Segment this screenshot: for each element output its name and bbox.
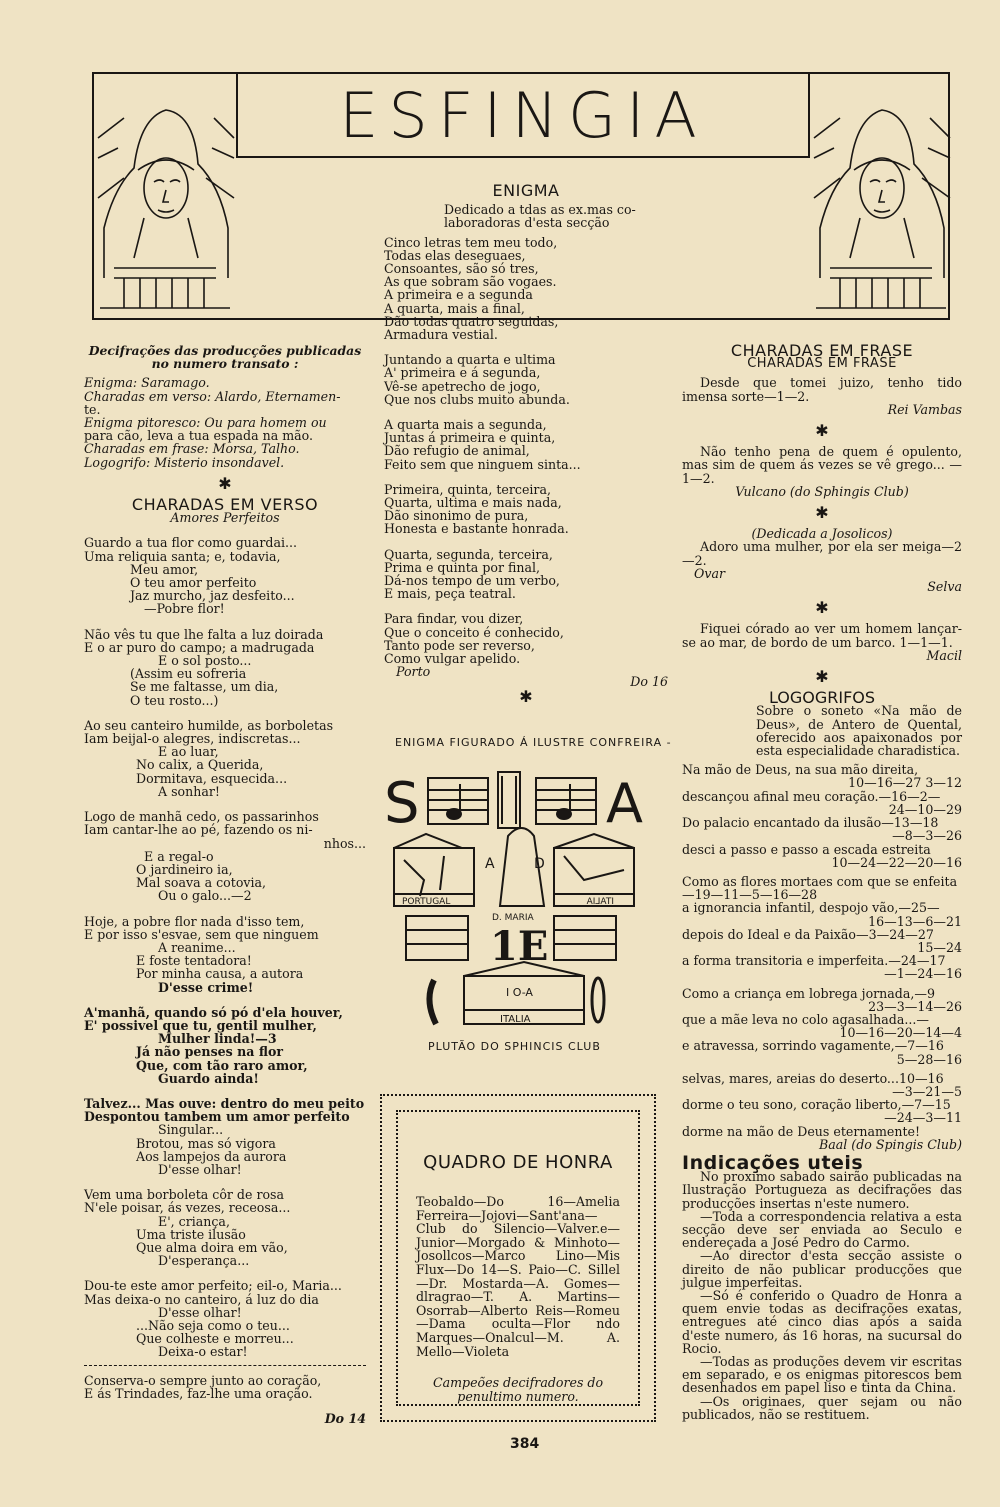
decifracao-line: Logogrifo: Misterio insondavel. <box>84 454 285 470</box>
poem-line: Iam beijal-o alegres, indiscretas... <box>84 731 301 747</box>
poem-line: Não vês tu que lhe falta a luz doirada <box>84 626 324 642</box>
poem-line: Que alma doira em vão, <box>136 1239 288 1255</box>
poem-line: D'esse crime! <box>158 979 254 995</box>
logo-line: selvas, mares, areias do deserto...10—16 <box>682 1070 944 1086</box>
masthead <box>236 74 810 158</box>
logo-line: Como a criança em lobrega jornada,—9 <box>682 985 935 1001</box>
poem-line: Brotou, mas só vigora <box>136 1135 276 1151</box>
enigma-line: E mais, peça teatral. <box>384 586 516 602</box>
enigma-line: Dão sinonimo de pura, <box>384 508 529 524</box>
charada-author: Macil <box>926 647 962 663</box>
poem-line: Hoje, a pobre flor nada d'isso tem, <box>84 913 305 929</box>
honor-box-inner <box>396 1110 640 1406</box>
indicacao-item: —Ao director d'esta secção assiste o direito de não publicar producções que julgue imperfeitas. <box>682 1248 962 1290</box>
poem-stanza-4 <box>84 810 366 902</box>
charadas-frase-heading: CHARADAS EM FRASE <box>730 341 914 360</box>
poem-line: Despontou tambem um amor perfeito <box>84 1109 350 1125</box>
poem-line: Deixa-o estar! <box>158 1344 248 1360</box>
poem-line: Por minha causa, a autora <box>136 966 304 982</box>
honor-footer: Campeões decifradores do penultimo numero. <box>432 1375 604 1404</box>
logo-line: Na mão de Deus, na sua mão direita, <box>682 762 919 778</box>
poem-line: nhos... <box>323 835 366 851</box>
asterisk-divider: ✱ <box>519 686 533 706</box>
poem-line: E o ar puro do campo; a madrugada <box>84 639 315 655</box>
poem-line: E a regal-o <box>144 848 214 864</box>
poem-stanza-3 <box>84 719 366 798</box>
poem-stanza-2 <box>84 628 366 707</box>
poem-line: E' possivel que tu, gentil mulher, <box>84 1017 317 1033</box>
poem-line: —Pobre flor! <box>144 601 225 617</box>
masthead-title: ESFINGIA <box>339 79 707 152</box>
enigma-stanza-2 <box>384 353 668 406</box>
indicacoes-list <box>682 1170 962 1421</box>
poem-line: D'esse olhar! <box>158 1161 242 1177</box>
enigma-line: A primeira e a segunda <box>384 287 533 303</box>
poem-stanza-1 <box>84 536 366 615</box>
enigma-line: Como vulgar apelido. <box>384 651 521 667</box>
poem-line: E o sol posto... <box>158 653 252 669</box>
asterisk-divider: ✱ <box>815 421 829 441</box>
charada-author: Vulcano (do Sphingis Club) <box>735 483 909 499</box>
decifracao-line: Enigma pitoresco: Ou para homem ou <box>84 415 327 431</box>
poem-line: Vem uma borboleta côr de rosa <box>84 1187 285 1203</box>
asterisk-divider: ✱ <box>218 473 232 493</box>
enigma-line: Dá-nos tempo de um verbo, <box>384 573 560 589</box>
poem-stanza-8 <box>84 1188 366 1267</box>
poem-line: N'ele poisar, ás vezes, receosa... <box>84 1200 291 1216</box>
decifracoes-title: Decifrações das producções publicadas <box>88 343 362 358</box>
logo-line: dorme o teu sono, coração liberto,—7—15 <box>682 1097 951 1113</box>
poem-line: Se me faltasse, um dia, <box>130 679 279 695</box>
poem-line: Que, com tão raro amor, <box>136 1057 308 1073</box>
signature: Do 14 <box>324 1411 366 1427</box>
sphinx-illustration-left <box>94 78 236 318</box>
logo-line: que a mãe leva no colo agasalhada...— <box>682 1011 929 1027</box>
poem-line: O teu rosto...) <box>130 692 219 708</box>
figure-caption: ENIGMA FIGURADO Á ILUSTRE CONFREIRA - <box>395 736 672 749</box>
poem-line: Uma triste ilusão <box>136 1226 246 1242</box>
logo-line: desci a passo e passo a escada estreita <box>682 841 931 857</box>
decifracoes-title-2: no numero transato : <box>151 356 299 372</box>
pictorial-enigma-figure <box>384 730 660 1060</box>
honor-body: Teobaldo—Do 16—Amelia Ferreira—Jojovi—Sant'ana—Club do Silencio—Valver.e—Junior—Morgado & Minhoto—Josollcos—Marco Lino—Mis Flux—Do 14—S. Paio—C. Sillel—Dr. Mostarda—A. Gomes—dlragrao—T. A. Martins—Osorrab—Alberto Reis—Romeu—Dama oculta—Flor ndo Marques—Onalcul—M. A. Mello—Violeta <box>416 1194 620 1359</box>
indicacao-item: —Só é conferido o Quadro de Honra a quem envie todas as decifrações exatas, entregues até cinco dias após a saida d'este numero, ás 16 horas, na sucursal do Rocio. <box>682 1288 962 1356</box>
enigma-line: Consoantes, são só tres, <box>384 261 539 277</box>
charada-text: Desde que tomei juizo, tenho tido imensa sorte—1—2. <box>682 375 962 404</box>
indicacao-item: No proximo sabado sairão publicadas na Ilustração Portugueza as decifrações das producções insertas n'este numero. <box>682 1169 962 1211</box>
enigma-line: Quarta, ultima e mais nada, <box>384 495 562 511</box>
label-io-a: I O-A <box>506 986 533 999</box>
enigma-line: Dão todas quatro seguidas, <box>384 313 559 329</box>
logogrifos-intro: Sobre o soneto «Na mão de Deus», de Antero de Quental, oferecido aos apaixonados por esta especialidade charadistica. <box>756 703 962 759</box>
logo-numbers: 10—16—20—14—4 <box>839 1025 962 1041</box>
logo-numbers: —8—3—26 <box>892 828 962 844</box>
center-column <box>384 181 668 711</box>
dedication-line: Dedicado a tdas as ex.mas co- <box>444 202 636 218</box>
logo-line: depois do Ideal e da Paixão—3—24—27 <box>682 926 934 942</box>
svg-text:A: A <box>606 772 643 835</box>
poem-line: Jaz murcho, jaz desfeito... <box>130 588 295 604</box>
poem-line: Iam cantar-lhe ao pé, fazendo os ni- <box>84 822 313 838</box>
enigma-stanza-5 <box>384 548 668 601</box>
logo-numbers: 23—3—14—26 <box>868 998 962 1014</box>
charada-author: Selva <box>927 579 962 595</box>
label-a: A <box>485 856 495 872</box>
logo-numbers: —3—21—5 <box>892 1083 962 1099</box>
logo-numbers: 24—10—29 <box>888 801 962 817</box>
poem-line: O jardineiro ia, <box>136 861 233 877</box>
label-portugal: PORTUGAL <box>402 897 451 907</box>
page-number: 384 <box>510 1436 540 1452</box>
svg-text:S: S <box>384 771 420 836</box>
poem-line: Mal soava a cotovia, <box>136 875 267 891</box>
enigma-line: Honesta e bastante honrada. <box>384 521 569 537</box>
closing-line: Conserva-o sempre junto ao coração, <box>84 1372 322 1388</box>
left-column <box>84 344 366 1425</box>
poem-line: Ao seu canteiro humilde, as borboletas <box>84 717 334 733</box>
enigma-line: Prima e quinta por final, <box>384 559 541 575</box>
logo-line: a forma transitoria e imperfeita.—24—17 <box>682 953 946 969</box>
poem-line: D'esperança... <box>158 1253 250 1269</box>
poem-stanza-9 <box>84 1279 366 1358</box>
logo-line: descançou afinal meu coração.—16—2— <box>682 788 941 804</box>
poem-line: Guardo a tua flor como guardai... <box>84 535 298 551</box>
label-d: D <box>534 856 545 872</box>
poem-line: O teu amor perfeito <box>130 575 257 591</box>
poem-line: Talvez... Mas ouve: dentro do meu peito <box>84 1095 365 1111</box>
poem-line: Já não penses na flor <box>136 1044 284 1060</box>
charada-dedication: (Dedicada a Josolicos) <box>751 526 893 542</box>
enigma-line: Tanto pode ser reverso, <box>384 637 535 653</box>
enigma-stanza-6 <box>384 612 668 665</box>
poem-line: D'esse olhar! <box>158 1304 242 1320</box>
indicacao-item: —Os originaes, quer sejam ou não publicados, não se restituem. <box>682 1393 962 1422</box>
logo-numbers: —1—24—16 <box>884 966 962 982</box>
dedication-line: laboradoras d'esta secção <box>444 215 610 231</box>
honor-box <box>380 1094 656 1422</box>
enigma-line: Quarta, segunda, terceira, <box>384 546 553 562</box>
enigma-line: Vê-se apetrecho de jogo, <box>384 378 541 394</box>
logo-numbers: —24—3—11 <box>884 1110 962 1126</box>
poem-line: No calix, a Querida, <box>136 757 264 773</box>
poem-line: Que colheste e morreu... <box>136 1331 294 1347</box>
poem-line: E por isso s'esvae, sem que ninguem <box>84 926 319 942</box>
label-1e: 1E <box>490 923 549 970</box>
enigma-line: A quarta mais a segunda, <box>384 417 547 433</box>
indicacao-item: —Toda a correspondencia relativa a esta secção deve ser enviada ao Seculo e endereçada a José Pedro do Carmo. <box>682 1208 962 1251</box>
charada-text: Adoro uma mulher, por ela ser meiga—2—2. <box>682 539 962 568</box>
indicacao-item: —Todas as produções devem vir escritas em separado, e os enigmas pitorescos bem desenhados em papel liso e tinta da China. <box>682 1354 962 1396</box>
charadas-verso-heading: CHARADAS EM VERSO <box>131 495 319 515</box>
decifracao-line: Charadas em verso: Alardo, Eternamen- <box>84 388 341 404</box>
poem-line: Aos lampejos da aurora <box>136 1148 287 1164</box>
poem-line: A sonhar! <box>158 783 220 799</box>
logo-line: e atravessa, sorrindo vagamente,—7—16 <box>682 1038 944 1054</box>
enigma-signature: Do 16 <box>630 673 668 689</box>
poem-line: A'manhã, quando só pó d'ela houver, <box>84 1004 343 1020</box>
enigma-line: Armadura vestial. <box>384 327 498 343</box>
logogrifos-heading: LOGOGRIFOS <box>768 688 876 708</box>
logo-line: Do palacio encantado da ilusão—13—18 <box>682 815 939 831</box>
charadas-verso-subtitle: Amores Perfeitos <box>170 510 280 526</box>
poem-line: Mas deixa-o no canteiro, á luz do dia <box>84 1291 319 1307</box>
decifracao-line: Charadas em frase: Morsa, Talho. <box>84 441 300 457</box>
poem-line: Dou-te este amor perfeito; eil-o, Maria... <box>84 1278 342 1294</box>
asterisk-divider: ✱ <box>815 667 829 687</box>
decifracao-line: te. <box>84 401 101 417</box>
charada-place: Ovar <box>694 565 725 581</box>
poem-line: Singular... <box>158 1122 224 1138</box>
poem-line: Meu amor, <box>130 561 199 577</box>
poem-line: Dormitava, esquecida... <box>136 770 288 786</box>
asterisk-divider: ✱ <box>815 503 829 523</box>
indicacoes-heading: Indicações uteis <box>682 1151 864 1174</box>
poem-line: Logo de manhã cedo, os passarinhos <box>84 809 319 825</box>
enigma-line: Todas elas deseguaes, <box>384 247 526 263</box>
logo-line: a ignorancia infantil, despojo vão,—25— <box>682 900 940 916</box>
label-italia-reversed: ITALIA <box>586 897 614 907</box>
label-maria: D. MARIA <box>492 913 534 923</box>
enigma-line: Para findar, vou dizer, <box>384 611 524 627</box>
enigma-line: A quarta, mais a final, <box>384 300 525 316</box>
logo-numbers: 15—24 <box>917 939 962 955</box>
right-column <box>682 341 962 1422</box>
sphinx-illustration-right <box>810 78 952 318</box>
logo-line: Como as flores mortaes com que se enfeita—19—11—5—16—28 <box>682 873 958 903</box>
logo-numbers: 5—28—16 <box>896 1051 962 1067</box>
decifracao-line: Enigma: Saramago. <box>84 375 210 391</box>
enigma-line: A' primeira e á segunda, <box>384 365 541 381</box>
logo-numbers: 16—13—6—21 <box>868 913 962 929</box>
poem-line: E ao luar, <box>158 744 219 760</box>
enigma-stanza-1 <box>384 236 668 342</box>
poem-line: Guardo ainda! <box>158 1070 259 1086</box>
enigma-line: Que o conceito é conhecido, <box>384 624 564 640</box>
logogrifos-lines <box>682 763 962 1137</box>
decifracao-line: para cão, leva a tua espada na mão. <box>84 428 314 444</box>
figure-credit: PLUTÃO DO SPHINCIS CLUB <box>428 1040 601 1053</box>
enigma-stanza-3 <box>384 418 668 471</box>
poem-stanza-5 <box>84 915 366 994</box>
charada-text: Não tenho pena de quem é opulento, mas sim de quem ás vezes se vê grego... —1—2. <box>682 444 962 486</box>
poem-line: E', criança, <box>158 1213 230 1229</box>
honor-title: QUADRO DE HONRA <box>423 1152 613 1173</box>
closing-line: E ás Trindades, faz-lhe uma oração. <box>84 1385 313 1401</box>
logo-numbers: 10—16—27 3—12 <box>848 775 962 791</box>
enigma-place: Porto <box>396 664 431 680</box>
poem-line: Ou o galo...—2 <box>158 888 252 904</box>
label-italia: ITALIA <box>500 1014 531 1025</box>
poem-line: (Assim eu sofreria <box>130 666 247 682</box>
charada-text: Fiquei córado ao ver um homem lançar-se ao mar, de bordo de um barco. 1—1—1. <box>682 621 962 650</box>
enigma-heading: ENIGMA <box>492 181 560 200</box>
logo-line: dorme na mão de Deus eternamente! <box>682 1123 921 1139</box>
enigma-stanza-4 <box>384 483 668 536</box>
enigma-line: Feito sem que ninguem sinta... <box>384 456 581 472</box>
poem-line: Mulher linda!—3 <box>158 1031 277 1047</box>
enigma-line: Cinco letras tem meu todo, <box>384 234 558 250</box>
poem-stanza-6 <box>84 1006 366 1085</box>
charada-author: Rei Vambas <box>887 401 962 417</box>
enigma-line: Que nos clubs muito abunda. <box>384 391 570 407</box>
charadas-frase-subheading: CHARADAS EM FRASE <box>747 356 897 372</box>
enigma-line: Juntas á primeira e quinta, <box>384 430 556 446</box>
poem-line: Uma reliquia santa; e, todavia, <box>84 548 281 564</box>
enigma-line: Dão refugio de animal, <box>384 443 530 459</box>
enigma-line: Primeira, quinta, terceira, <box>384 481 551 497</box>
poem-stanza-7 <box>84 1097 366 1176</box>
asterisk-divider: ✱ <box>815 598 829 618</box>
enigma-line: Juntando a quarta e ultima <box>384 352 556 368</box>
dashed-divider <box>84 1365 366 1366</box>
enigma-line: As que sobram são vogaes. <box>384 274 557 290</box>
poem-line: E foste tentadora! <box>136 953 252 969</box>
poem-line: A reanime... <box>158 939 236 955</box>
poem-line: ...Não seja como o teu... <box>136 1318 290 1333</box>
logogrifos-author: Baal (do Spingis Club) <box>819 1136 962 1152</box>
logo-numbers: 10—24—22—20—16 <box>831 854 962 870</box>
